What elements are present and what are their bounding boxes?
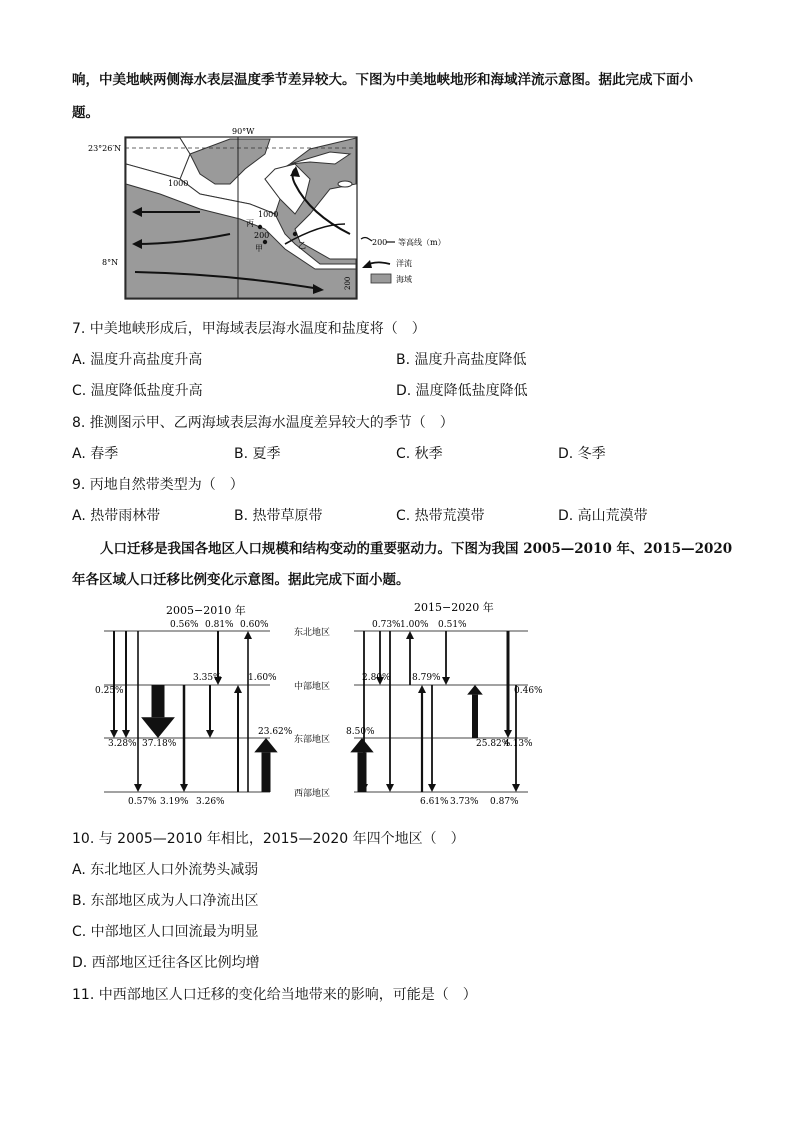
migration-arrow-head	[122, 730, 130, 738]
point-bing	[258, 225, 262, 229]
label-bing: 丙	[246, 219, 254, 228]
lon-label: 90°W	[232, 127, 255, 136]
right-percent-label: 8.79%	[412, 673, 441, 683]
passage-1-line-2: 题。	[72, 105, 99, 121]
label-jia: 甲	[255, 244, 263, 253]
right-percent-label: 0.51%	[438, 620, 467, 630]
q7-option-c[interactable]: C. 温度降低盐度升高	[72, 383, 203, 399]
legend-current-label: 洋流	[396, 259, 412, 268]
migration-arrow-head	[442, 677, 450, 685]
migration-arrow-head	[418, 685, 426, 693]
legend-contour-label: 等高线（m）	[398, 238, 446, 247]
question-11-stem: 11. 中西部地区人口迁移的变化给当地带来的影响，可能是（ ）	[72, 987, 477, 1003]
migration-chart-body	[95, 600, 543, 807]
contour-200-a: 200	[254, 231, 270, 240]
migration-arrow-head	[406, 631, 414, 639]
right-percent-label: 8.50%	[346, 727, 375, 737]
passage-2-line-1: 人口迁移是我国各地区人口规模和结构变动的重要驱动力。下图为我国 2005—2010 年、2015—2020	[100, 541, 733, 557]
migration-arrow-head	[428, 784, 436, 792]
q9-option-c[interactable]: C. 热带荒漠带	[396, 508, 485, 524]
left-percent-label: 37.18%	[142, 739, 177, 749]
left-percent-label: 0.81%	[205, 620, 234, 630]
right-percent-label: 0.73%	[372, 620, 401, 630]
right-percent-label: 6.61%	[420, 797, 449, 807]
region-label: 西部地区	[293, 789, 331, 799]
left-percent-label: 3.26%	[196, 797, 225, 807]
chart-title-right: 2015−2020 年	[414, 601, 494, 614]
migration-arrow-head	[134, 784, 142, 792]
migration-arrow-head	[504, 730, 512, 738]
migration-arrow-head	[386, 784, 394, 792]
left-percent-label: 0.57%	[128, 797, 157, 807]
q10-option-a[interactable]: A. 东北地区人口外流势头减弱	[72, 862, 259, 878]
right-percent-label: 2.80%	[362, 673, 391, 683]
legend-sea-label: 海域	[396, 275, 412, 284]
migration-arrow-head	[141, 717, 175, 738]
q7-option-b[interactable]: B. 温度升高盐度降低	[396, 352, 527, 368]
question-10-stem: 10. 与 2005—2010 年相比，2015—2020 年四个地区（ ）	[72, 831, 465, 847]
right-percent-label: 0.46%	[514, 686, 543, 696]
right-percent-label: 25.82%	[476, 739, 511, 749]
point-jia	[263, 240, 267, 244]
q9-option-a[interactable]: A. 热带雨林带	[72, 508, 161, 524]
migration-chart	[90, 596, 550, 810]
right-percent-label: 3.73%	[450, 797, 479, 807]
migration-arrow-head	[234, 685, 242, 693]
q7-option-a[interactable]: A. 温度升高盐度升高	[72, 352, 203, 368]
legend-sea-swatch	[371, 274, 391, 283]
passage-1-line-1: 响，中美地峡两侧海水表层温度季节差异较大。下图为中美地峡地形和海域洋流示意图。据此完成下面小	[72, 72, 693, 88]
passage-2-line-2: 年各区域人口迁移比例变化示意图。据此完成下面小题。	[72, 572, 410, 588]
right-percent-label: 4.13%	[504, 739, 533, 749]
q8-option-d[interactable]: D. 冬季	[558, 446, 606, 462]
question-9-stem: 9. 丙地自然带类型为（ ）	[72, 477, 244, 493]
point-yi	[293, 232, 297, 236]
left-percent-label: 0.60%	[240, 620, 269, 630]
isthmus-map	[80, 124, 446, 306]
lat-top-label: 23°26′N	[88, 144, 122, 153]
migration-arrow-head	[512, 784, 520, 792]
left-percent-label: 3.19%	[160, 797, 189, 807]
migration-arrow-head	[254, 738, 277, 752]
migration-arrow-head	[467, 685, 483, 695]
contour-1000-a: 1000	[168, 179, 189, 188]
left-percent-label: 1.60%	[248, 673, 277, 683]
q8-option-a[interactable]: A. 春季	[72, 446, 119, 462]
q9-option-b[interactable]: B. 热带草原带	[234, 508, 323, 524]
legend-contour-value: 200	[372, 238, 388, 247]
q9-option-d[interactable]: D. 高山荒漠带	[558, 508, 648, 524]
migration-arrow-head	[180, 784, 188, 792]
migration-arrow-head	[206, 730, 214, 738]
q8-option-c[interactable]: C. 秋季	[396, 446, 443, 462]
migration-arrow-head	[110, 730, 118, 738]
left-percent-label: 23.62%	[258, 727, 293, 737]
legend-contour-symbol	[361, 238, 372, 242]
lat-bottom-label: 8°N	[102, 258, 119, 267]
contour-200-b: 200	[344, 276, 352, 290]
region-label: 东部地区	[293, 735, 331, 745]
q8-option-b[interactable]: B. 夏季	[234, 446, 281, 462]
migration-arrow-head	[244, 631, 252, 639]
left-percent-label: 0.25%	[95, 686, 124, 696]
q10-option-c[interactable]: C. 中部地区人口回流最为明显	[72, 924, 259, 940]
right-percent-label: 1.00%	[400, 620, 429, 630]
island	[338, 181, 352, 187]
label-yi: 乙	[298, 241, 306, 250]
region-label: 东北地区	[293, 628, 331, 638]
q7-option-d[interactable]: D. 温度降低盐度降低	[396, 383, 528, 399]
region-label: 中部地区	[293, 682, 331, 692]
question-8-stem: 8. 推测图示甲、乙两海域表层海水温度差异较大的季节（ ）	[72, 415, 454, 431]
left-percent-label: 3.35%	[193, 673, 222, 683]
migration-arrow-head	[350, 738, 373, 752]
q10-option-d[interactable]: D. 西部地区迁往各区比例均增	[72, 955, 260, 971]
left-percent-label: 0.56%	[170, 620, 199, 630]
left-percent-label: 3.28%	[108, 739, 137, 749]
question-7-stem: 7. 中美地峡形成后，甲海域表层海水温度和盐度将（ ）	[72, 321, 426, 337]
chart-title-left: 2005−2010 年	[166, 604, 246, 617]
right-percent-label: 0.87%	[490, 797, 519, 807]
q10-option-b[interactable]: B. 东部地区成为人口净流出区	[72, 893, 259, 909]
contour-1000-b: 1000	[258, 210, 279, 219]
